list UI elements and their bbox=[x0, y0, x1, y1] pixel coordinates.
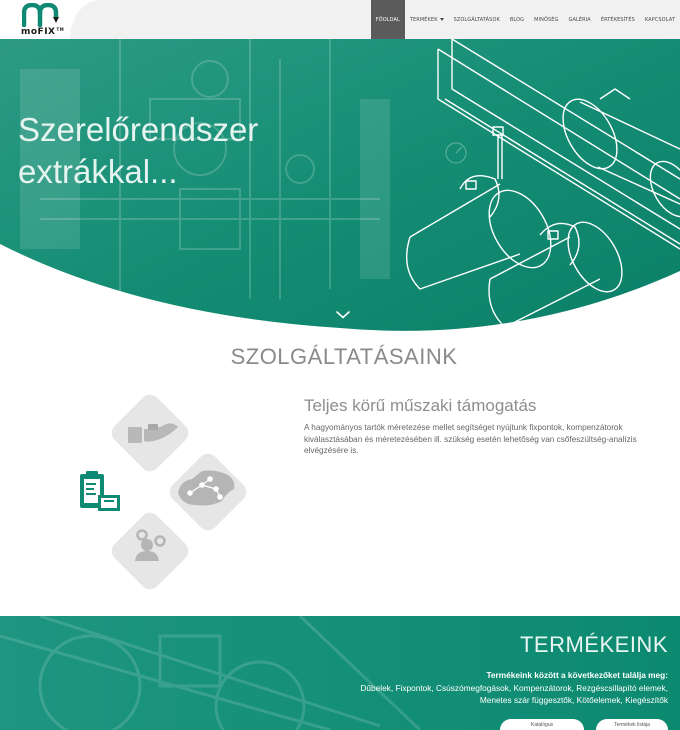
hero-title-line1: Szerelőrendszer bbox=[18, 111, 259, 148]
main-nav bbox=[371, 0, 680, 39]
site-header bbox=[0, 0, 680, 39]
services-title: SZOLGÁLTATÁSAINK bbox=[230, 344, 458, 369]
products-section bbox=[0, 616, 680, 730]
nav-item-ertekesites[interactable]: ÉRTÉKESÍTÉS bbox=[600, 16, 635, 23]
caret-down-icon bbox=[440, 18, 444, 21]
service-detail-body: A hagyományos tartók méretezése mellet segítséget nyújtunk fixpontok, kompenzátorok kiválasztásában és méretezésében ill. szükség esetén lehetőség van csőfeszültség-analízis elvégzésére is. bbox=[304, 423, 637, 455]
hero-banner bbox=[0, 39, 680, 339]
service-tile-clipboard[interactable] bbox=[50, 450, 135, 535]
service-tile-user-gears[interactable] bbox=[108, 509, 193, 594]
nav-item-termekek[interactable]: TERMÉKEK bbox=[405, 0, 449, 39]
service-tile-hand-card[interactable] bbox=[108, 391, 193, 476]
nav-item-kapcsolat[interactable]: KAPCSOLAT bbox=[644, 16, 675, 23]
hero-title bbox=[18, 109, 258, 193]
logo-text: moFIX™ bbox=[21, 27, 65, 37]
catalog-button[interactable]: Katalógus bbox=[500, 719, 584, 730]
logo[interactable] bbox=[8, 3, 88, 36]
products-list-line2: Menetes szár függesztők, Kötőelemek, Kiegészítők bbox=[479, 695, 668, 705]
nav-item-minoseg[interactable]: MINŐSÉG bbox=[534, 16, 559, 23]
service-tile-hungary-map[interactable] bbox=[166, 450, 251, 535]
product-list-button[interactable]: Termékek listája bbox=[596, 719, 668, 730]
products-list bbox=[308, 682, 668, 706]
nav-item-fooldal[interactable]: FŐOLDAL bbox=[371, 0, 405, 39]
products-list-line1: Dűbelek, Fixpontok, Csúszómegfogások, Kompenzátorok, Rezgéscsillapító elemek, bbox=[360, 683, 668, 693]
nav-item-blog[interactable]: BLOG bbox=[509, 16, 525, 23]
products-lead: Termékeink között a következőket találja meg: bbox=[486, 670, 668, 680]
nav-item-szolgaltatasok[interactable]: SZOLGÁLTATÁSOK bbox=[453, 16, 500, 23]
nav-item-galeria[interactable]: GALÉRIA bbox=[568, 16, 591, 23]
service-detail-title: Teljes körű műszaki támogatás bbox=[304, 396, 537, 415]
chevron-down-icon[interactable] bbox=[336, 311, 350, 319]
products-title: TERMÉKEINK bbox=[519, 632, 668, 657]
services-diamond-menu bbox=[40, 385, 270, 603]
logo-mark-icon bbox=[22, 3, 62, 27]
hero-title-line2: extrákkal... bbox=[18, 153, 178, 190]
